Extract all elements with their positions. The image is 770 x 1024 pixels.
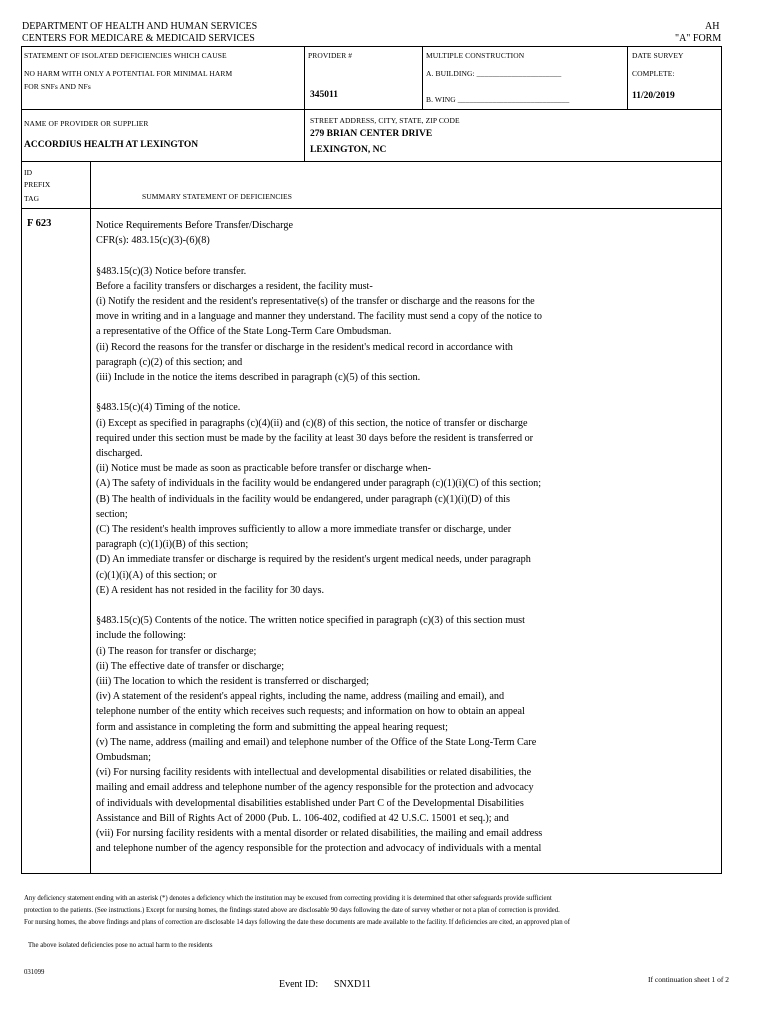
deficiency-text-line: discharged. xyxy=(96,448,143,460)
column-header-row xyxy=(21,161,722,209)
harm-label-line2: FOR SNFs AND NFs xyxy=(24,82,91,91)
deficiency-text-line: (B) The health of individuals in the facility would be endangered, under paragraph (c)(1)(i)(D) of this xyxy=(96,493,510,505)
form-code: AH xyxy=(705,21,720,32)
deficiency-text-line xyxy=(96,248,616,263)
deficiency-text-line: §483.15(c)(4) Timing of the notice. xyxy=(96,402,241,414)
disclaimer-line1: Any deficiency statement ending with an asterisk (*) denotes a deficiency which the institution may be excused from correcting providing it is determined that other safeguards provide sufficient xyxy=(24,895,552,902)
deficiency-text-line: (D) An immediate transfer or discharge is required by the resident's urgent medical needs, under paragraph xyxy=(96,554,531,566)
disclaimer-line2: protection to the patients. (See instructions.) Except for nursing homes, the findings stated above are disclosable 90 days following the date of survey whether or not a plan of correction is provided. xyxy=(24,907,560,914)
divider xyxy=(422,46,423,110)
deficiency-text-line: (iv) A statement of the resident's appeal rights, including the name, address (mailing and email), and xyxy=(96,691,505,703)
tag-label: TAG xyxy=(24,194,40,203)
deficiency-text-line: form and assistance in completing the form and submitting the appeal hearing request; xyxy=(96,721,448,733)
deficiency-text-line: paragraph (c)(2) of this section; and xyxy=(96,356,243,368)
deficiency-text-line: move in writing and in a language and manner they understand. The facility must send a copy of the notice to xyxy=(96,311,542,323)
provider-name: ACCORDIUS HEALTH AT LEXINGTON xyxy=(24,140,199,150)
event-id-label: Event ID: xyxy=(279,979,319,990)
wing-label: B. WING _____________________________ xyxy=(426,95,570,104)
summary-header: SUMMARY STATEMENT OF DEFICIENCIES xyxy=(142,192,293,201)
provider-label: PROVIDER # xyxy=(308,51,353,60)
deficiency-text-line: include the following: xyxy=(96,630,186,642)
deficiency-text-line: (i) Except as specified in paragraphs (c)(4)(ii) and (c)(8) of this section, the notice of transfer or discharge xyxy=(96,417,528,429)
department-title: DEPARTMENT OF HEALTH AND HUMAN SERVICES xyxy=(22,21,258,32)
provider-number: 345011 xyxy=(310,90,338,100)
deficiency-text-line: §483.15(c)(5) Contents of the notice. The written notice specified in paragraph (c)(3) of this section must xyxy=(96,615,525,627)
deficiency-text-line: Assistance and Bill of Rights Act of 2000 (Pub. L. 106-402, codified at 42 U.S.C. 15001 et seq.); and xyxy=(96,812,509,824)
address-label: STREET ADDRESS, CITY, STATE, ZIP CODE xyxy=(310,116,460,125)
deficiency-text-line: mailing and email address and telephone number of the agency responsible for the protection and advocacy xyxy=(96,782,534,794)
divider xyxy=(627,46,628,110)
deficiency-text-line: Ombudsman; xyxy=(96,752,151,764)
deficiency-text-line: of individuals with developmental disabilities established under Part C of the Developmental Disabilities xyxy=(96,797,524,809)
deficiency-text-line: and telephone number of the agency responsible for the protection and advocacy of individuals with a mental xyxy=(96,843,542,855)
id-label: ID xyxy=(24,168,33,177)
deficiency-text-line: required under this section must be made by the facility at least 30 days before the resident is transferred or xyxy=(96,432,534,444)
deficiency-text-line: paragraph (c)(1)(i)(B) of this section; xyxy=(96,539,249,551)
deficiency-text-line: (c)(1)(i)(A) of this section; or xyxy=(96,569,217,581)
deficiency-text-line: (A) The safety of individuals in the facility would be endangered under paragraph (c)(1)(i)(C) of this section; xyxy=(96,478,542,490)
isolated-note: The above isolated deficiencies pose no actual harm to the residents xyxy=(28,942,213,949)
deficiency-text-line: (i) The reason for transfer or discharge; xyxy=(96,645,257,657)
provider-name-label: NAME OF PROVIDER OR SUPPLIER xyxy=(24,119,149,128)
deficiency-text-line: (ii) The effective date of transfer or discharge; xyxy=(96,660,285,672)
deficiency-text-line: (iii) Include in the notice the items described in paragraph (c)(5) of this section. xyxy=(96,372,421,384)
prefix-label: PREFIX xyxy=(24,180,51,189)
date-survey-label: DATE SURVEY xyxy=(632,51,684,60)
deficiency-text-line: CFR(s): 483.15(c)(3)-(6)(8) xyxy=(96,235,210,247)
event-id-value: SNXD11 xyxy=(334,979,371,990)
deficiency-text-line xyxy=(96,385,616,400)
address-city: LEXINGTON, NC xyxy=(310,145,387,155)
survey-date: 11/20/2019 xyxy=(632,91,675,101)
continuation-sheet: If continuation sheet 1 of 2 xyxy=(648,975,730,984)
deficiency-text-line: (ii) Record the reasons for the transfer or discharge in the resident's medical record in accordance with xyxy=(96,341,513,353)
harm-label-line1: NO HARM WITH ONLY A POTENTIAL FOR MINIMAL HARM xyxy=(24,69,233,78)
complete-label: COMPLETE: xyxy=(632,69,675,78)
building-label: A. BUILDING: ______________________ xyxy=(426,69,562,78)
deficiency-text-line: a representative of the Office of the State Long-Term Care Ombudsman. xyxy=(96,326,392,338)
deficiency-text-line: (vii) For nursing facility residents with a mental disorder or related disabilities, the mailing and email address xyxy=(96,828,543,840)
deficiency-text-line: §483.15(c)(3) Notice before transfer. xyxy=(96,265,247,277)
deficiency-text-line xyxy=(96,598,616,613)
deficiency-text-line: telephone number of the entity which receives such requests; and information on how to obtain an appeal xyxy=(96,706,525,718)
multiple-construction-label: MULTIPLE CONSTRUCTION xyxy=(426,51,525,60)
deficiency-text-line: (iii) The location to which the resident is transferred or discharged; xyxy=(96,676,369,688)
deficiency-text-line: (E) A resident has not resided in the facility for 30 days. xyxy=(96,584,325,596)
disclaimer-line3: For nursing homes, the above findings and plans of correction are disclosable 14 days following the date these documents are made available to the facility. If deficiencies are cited, an approved plan of xyxy=(24,919,570,926)
form-name: "A" FORM xyxy=(675,33,722,44)
deficiency-tag: F 623 xyxy=(27,218,52,229)
deficiency-text-line: section; xyxy=(96,508,128,520)
deficiency-text-line: (C) The resident's health improves sufficiently to allow a more immediate transfer or discharge, under xyxy=(96,524,512,536)
form-number: 031099 xyxy=(24,969,45,976)
deficiency-text-line: (ii) Notice must be made as soon as practicable before transfer or discharge when- xyxy=(96,463,432,475)
cms-title: CENTERS FOR MEDICARE & MEDICAID SERVICES xyxy=(22,33,255,44)
statement-label: STATEMENT OF ISOLATED DEFICIENCIES WHICH CAUSE xyxy=(24,51,227,60)
deficiency-text xyxy=(96,218,616,856)
deficiency-text-line: (vi) For nursing facility residents with intellectual and developmental disabilities or related disabilities, the xyxy=(96,767,532,779)
deficiency-text-line: Notice Requirements Before Transfer/Discharge xyxy=(96,220,293,231)
deficiency-text-line: (v) The name, address (mailing and email) and telephone number of the Office of the State Long-Term Care xyxy=(96,736,537,748)
deficiency-text-line: (i) Notify the resident and the resident's representative(s) of the transfer or discharge and the reasons for the xyxy=(96,296,535,307)
deficiency-text-line: Before a facility transfers or discharges a resident, the facility must- xyxy=(96,280,373,292)
address-street: 279 BRIAN CENTER DRIVE xyxy=(310,129,433,139)
